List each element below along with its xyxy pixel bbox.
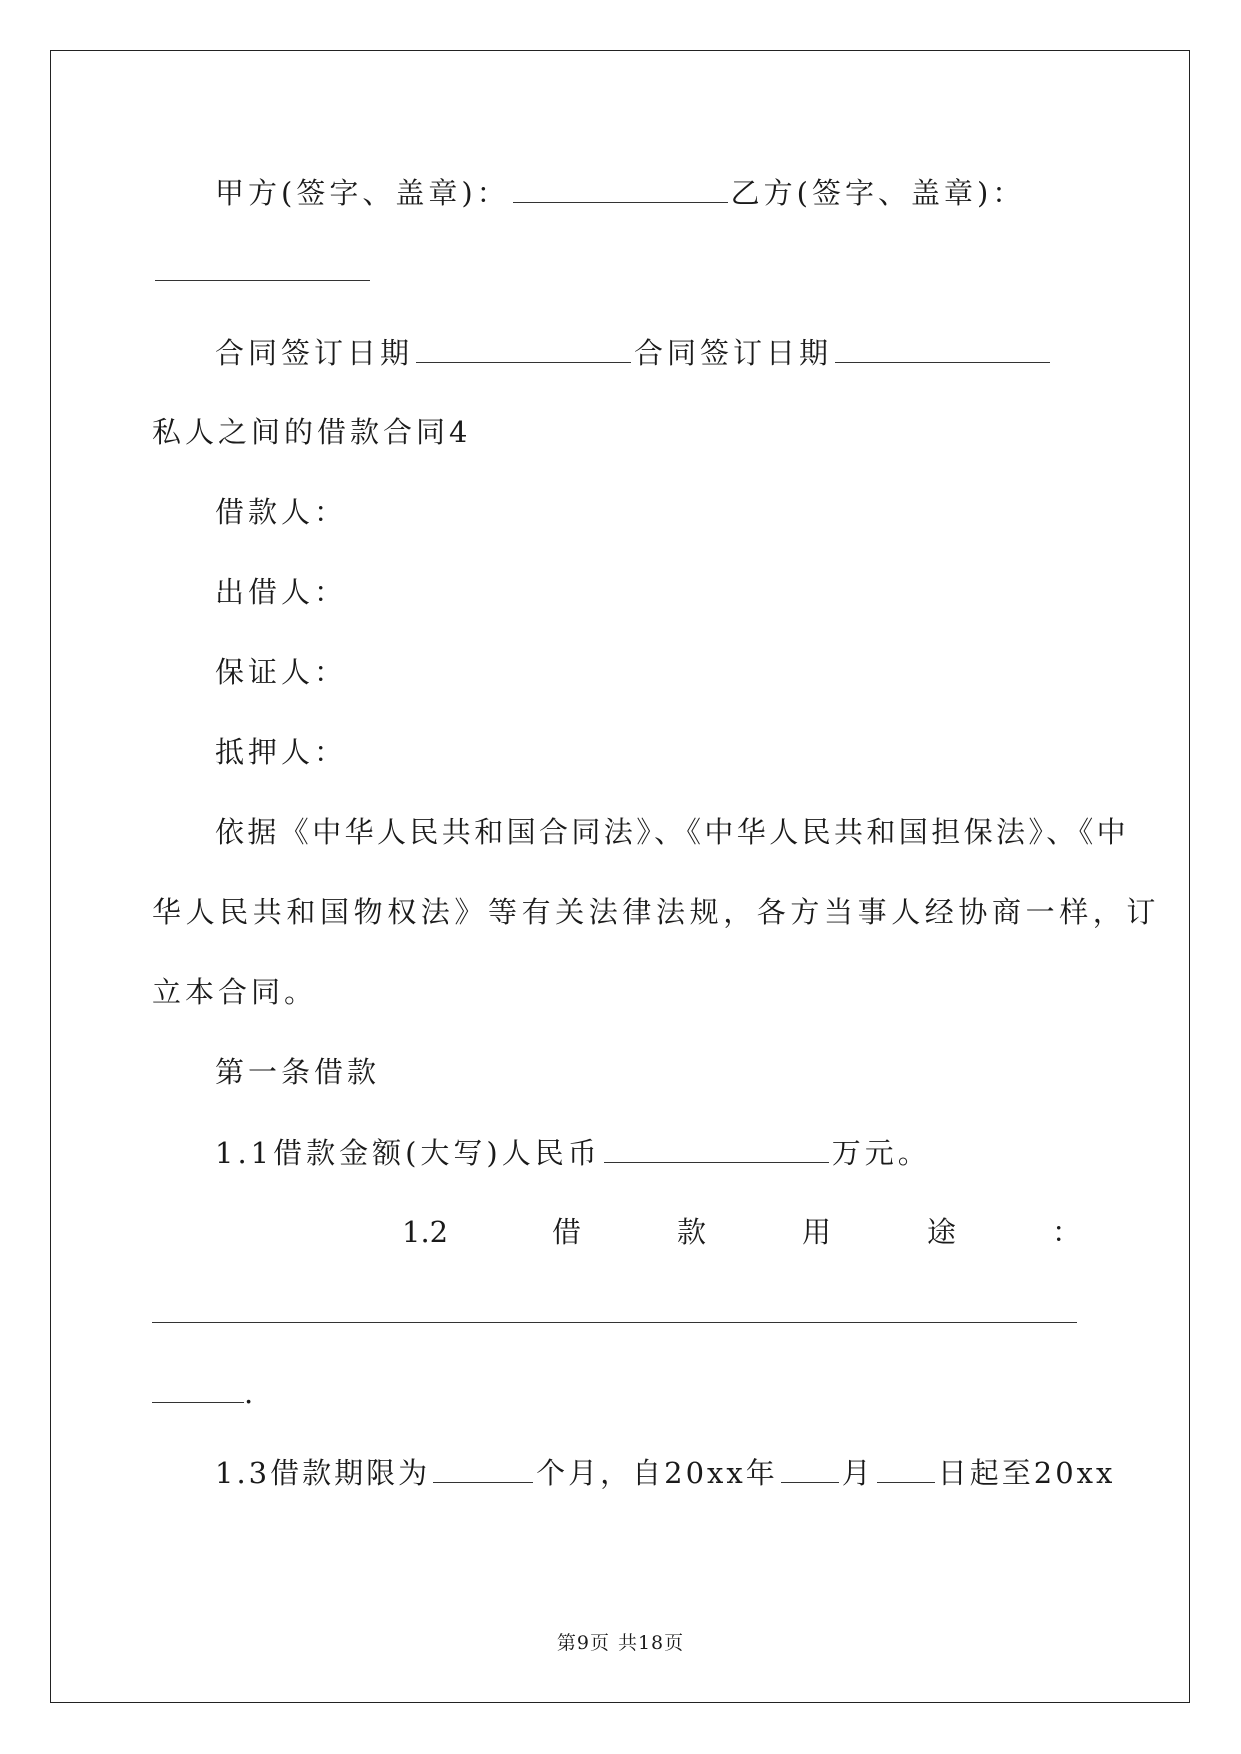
loan-term-line	[215, 1452, 1115, 1493]
mortgagor-label: 抵押人：	[215, 735, 348, 769]
loan-term-month-label: 月	[841, 1456, 874, 1490]
borrower-label: 借款人：	[215, 495, 348, 529]
page-number: 第9页	[556, 1632, 610, 1654]
loan-term-until: 日起至20xx	[937, 1456, 1116, 1490]
loan-purpose-colon: ：	[1052, 1215, 1082, 1249]
party-a-signature-blank	[513, 172, 728, 203]
party-b-signature-line	[152, 250, 373, 291]
party-b-signature-blank	[155, 250, 370, 281]
contract-title: 私人之间的借款合同4	[152, 415, 472, 449]
loan-purpose-blank	[152, 1292, 1077, 1323]
loan-purpose-number: 1.2	[402, 1215, 449, 1249]
loan-purpose-char-1: 借	[552, 1215, 582, 1249]
article-one-heading: 第一条借款	[215, 1055, 381, 1089]
signature-line	[215, 172, 1025, 213]
loan-term-month-blank	[781, 1452, 839, 1483]
loan-purpose-blank-line	[152, 1292, 1077, 1333]
loan-amount-line	[215, 1132, 931, 1173]
loan-purpose-char-2: 款	[677, 1215, 707, 1249]
signing-date-label-b: 合同签订日期	[634, 336, 833, 370]
loan-purpose-char-4: 途	[927, 1215, 957, 1249]
loan-amount-unit: 万元。	[831, 1136, 931, 1170]
lender-label: 出借人：	[215, 575, 348, 609]
total-pages: 共18页	[617, 1632, 685, 1654]
preamble-line-2: 华人民共和国物权法》等有关法律法规，各方当事人经协商一样，订	[152, 895, 1161, 929]
party-b-label: 乙方(签字、盖章)：	[730, 176, 1026, 210]
party-a-label: 甲方(签字、盖章)：	[215, 176, 510, 210]
signing-date-label-a: 合同签订日期	[215, 336, 414, 370]
preamble-line-1: 依据《中华人民共和国合同法》、《中华人民共和国担保法》、《中	[215, 815, 1130, 849]
loan-amount-label: 1.1借款金额(大写)人民币	[215, 1136, 601, 1170]
loan-purpose-blank-end-line	[152, 1372, 257, 1413]
loan-purpose-blank-end	[152, 1372, 244, 1403]
signing-date-blank-b	[835, 332, 1050, 363]
page-footer	[0, 1628, 1241, 1655]
signing-date-blank-a	[416, 332, 631, 363]
loan-amount-blank	[604, 1132, 829, 1163]
loan-term-label: 1.3借款期限为	[215, 1456, 431, 1490]
preamble-line-3: 立本合同。	[152, 975, 318, 1009]
loan-term-from: 个月，自20xx年	[536, 1456, 778, 1490]
loan-term-months-blank	[433, 1452, 533, 1483]
loan-purpose-char-3: 用	[802, 1215, 832, 1249]
loan-term-day-blank	[877, 1452, 935, 1483]
guarantor-label: 保证人：	[215, 655, 348, 689]
signing-date-line	[215, 332, 1053, 373]
loan-purpose-period: .	[244, 1376, 258, 1410]
